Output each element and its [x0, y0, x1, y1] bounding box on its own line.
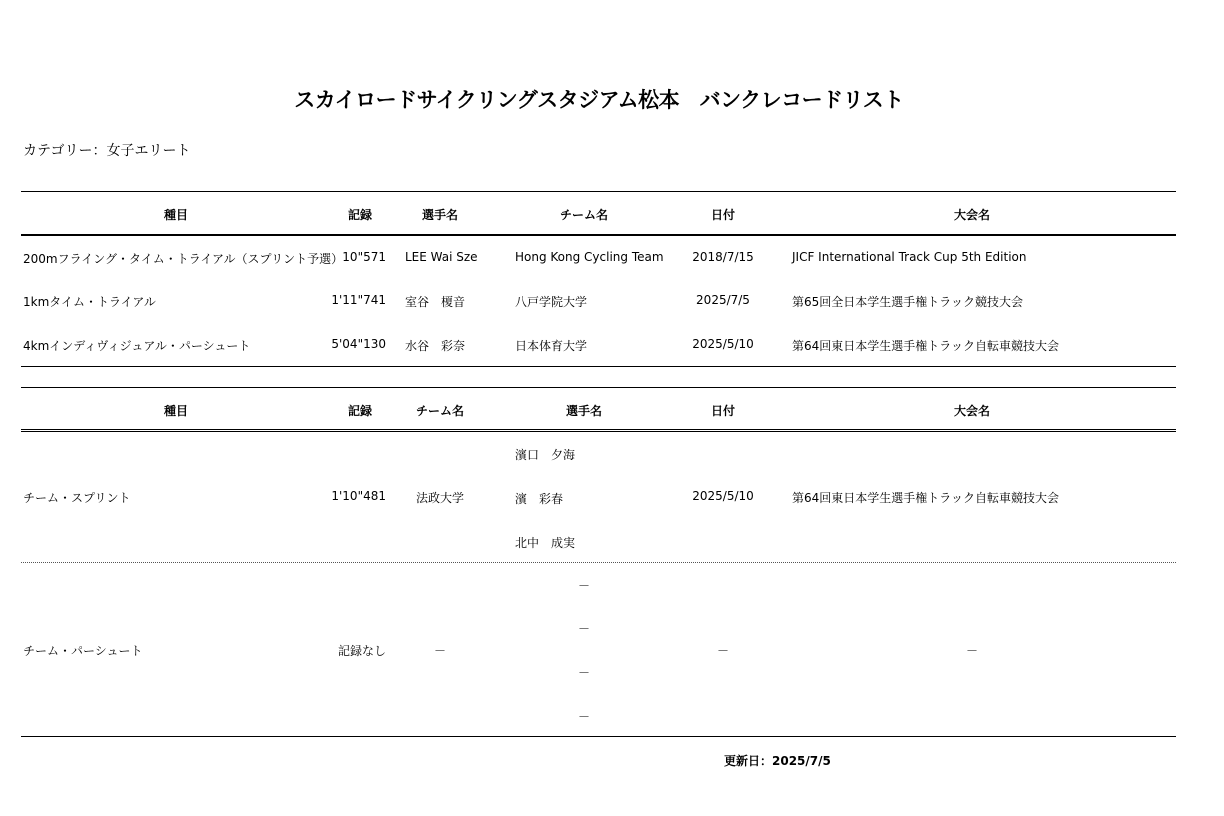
team-name: 日本体育大学: [515, 339, 588, 353]
team-name: 八戸学院大学: [515, 295, 588, 309]
meet-name: JICF International Track Cup 5th Edition: [792, 250, 1027, 264]
rider-name: 濱 彩春: [515, 492, 564, 506]
rider-name: 室谷 榎音: [405, 295, 466, 309]
record-date: 2025/5/10: [692, 489, 754, 503]
record-time: 記録なし: [337, 644, 386, 658]
row-divider: [21, 562, 1176, 563]
table-bottom-rule: [21, 736, 1176, 737]
rider-name: 濱口 夕海: [515, 448, 576, 462]
header-rule: [21, 234, 1176, 236]
col-header-date: 日付: [710, 404, 735, 418]
record-time: 10"571: [342, 250, 386, 264]
record-date: 2025/7/5: [696, 293, 750, 307]
event-name: チーム・パーシュート: [23, 644, 143, 658]
rider-name: 水谷 彩奈: [405, 339, 466, 353]
updated-date: 更新日：2025/7/5: [724, 754, 831, 768]
col-header-rider: 選手名: [421, 208, 458, 222]
team-name: Hong Kong Cycling Team: [515, 250, 664, 264]
col-header-event: 種目: [163, 404, 188, 418]
record-date: 2018/7/15: [692, 250, 754, 264]
col-header-riders: 選手名: [565, 404, 602, 418]
meet-name: 第65回全日本学生選手権トラック競技大会: [792, 295, 1024, 309]
event-name: 1kmタイム・トライアル: [23, 295, 156, 309]
event-name: 4kmインディヴィジュアル・パーシュート: [23, 339, 251, 353]
table-bottom-rule: [21, 366, 1176, 367]
page-title: スカイロードサイクリングスタジアム松本 バンクレコードリスト: [294, 88, 904, 112]
record-date: －: [716, 644, 729, 658]
event-name: 200mフライング・タイム・トライアル（スプリント予選）: [23, 252, 344, 266]
record-time: 1'10"481: [331, 489, 386, 503]
category-label: カテゴリー：女子エリート: [23, 143, 191, 159]
col-header-record: 記録: [347, 208, 372, 222]
meet-name: 第64回東日本学生選手権トラック自転車競技大会: [792, 491, 1060, 505]
rider-name: LEE Wai Sze: [405, 250, 478, 264]
rider-name: －: [577, 666, 590, 680]
rider-name: －: [577, 710, 590, 724]
col-header-meet: 大会名: [953, 208, 990, 222]
record-time: 5'04"130: [331, 337, 386, 351]
meet-name: 第64回東日本学生選手権トラック自転車競技大会: [792, 339, 1060, 353]
meet-name: －: [965, 644, 978, 658]
rider-name: －: [577, 622, 590, 636]
table-top-rule: [21, 191, 1176, 192]
header-rule: [21, 429, 1176, 432]
record-date: 2025/5/10: [692, 337, 754, 351]
col-header-team: チーム名: [415, 404, 464, 418]
rider-name: －: [577, 579, 590, 593]
col-header-meet: 大会名: [953, 404, 990, 418]
table-top-rule: [21, 387, 1176, 388]
col-header-date: 日付: [710, 208, 735, 222]
event-name: チーム・スプリント: [23, 491, 131, 505]
col-header-record: 記録: [347, 404, 372, 418]
team-name: －: [433, 644, 446, 658]
team-name: 法政大学: [415, 491, 464, 505]
rider-name: 北中 成実: [515, 536, 576, 550]
record-time: 1'11"741: [331, 293, 386, 307]
col-header-team: チーム名: [559, 208, 608, 222]
col-header-event: 種目: [163, 208, 188, 222]
